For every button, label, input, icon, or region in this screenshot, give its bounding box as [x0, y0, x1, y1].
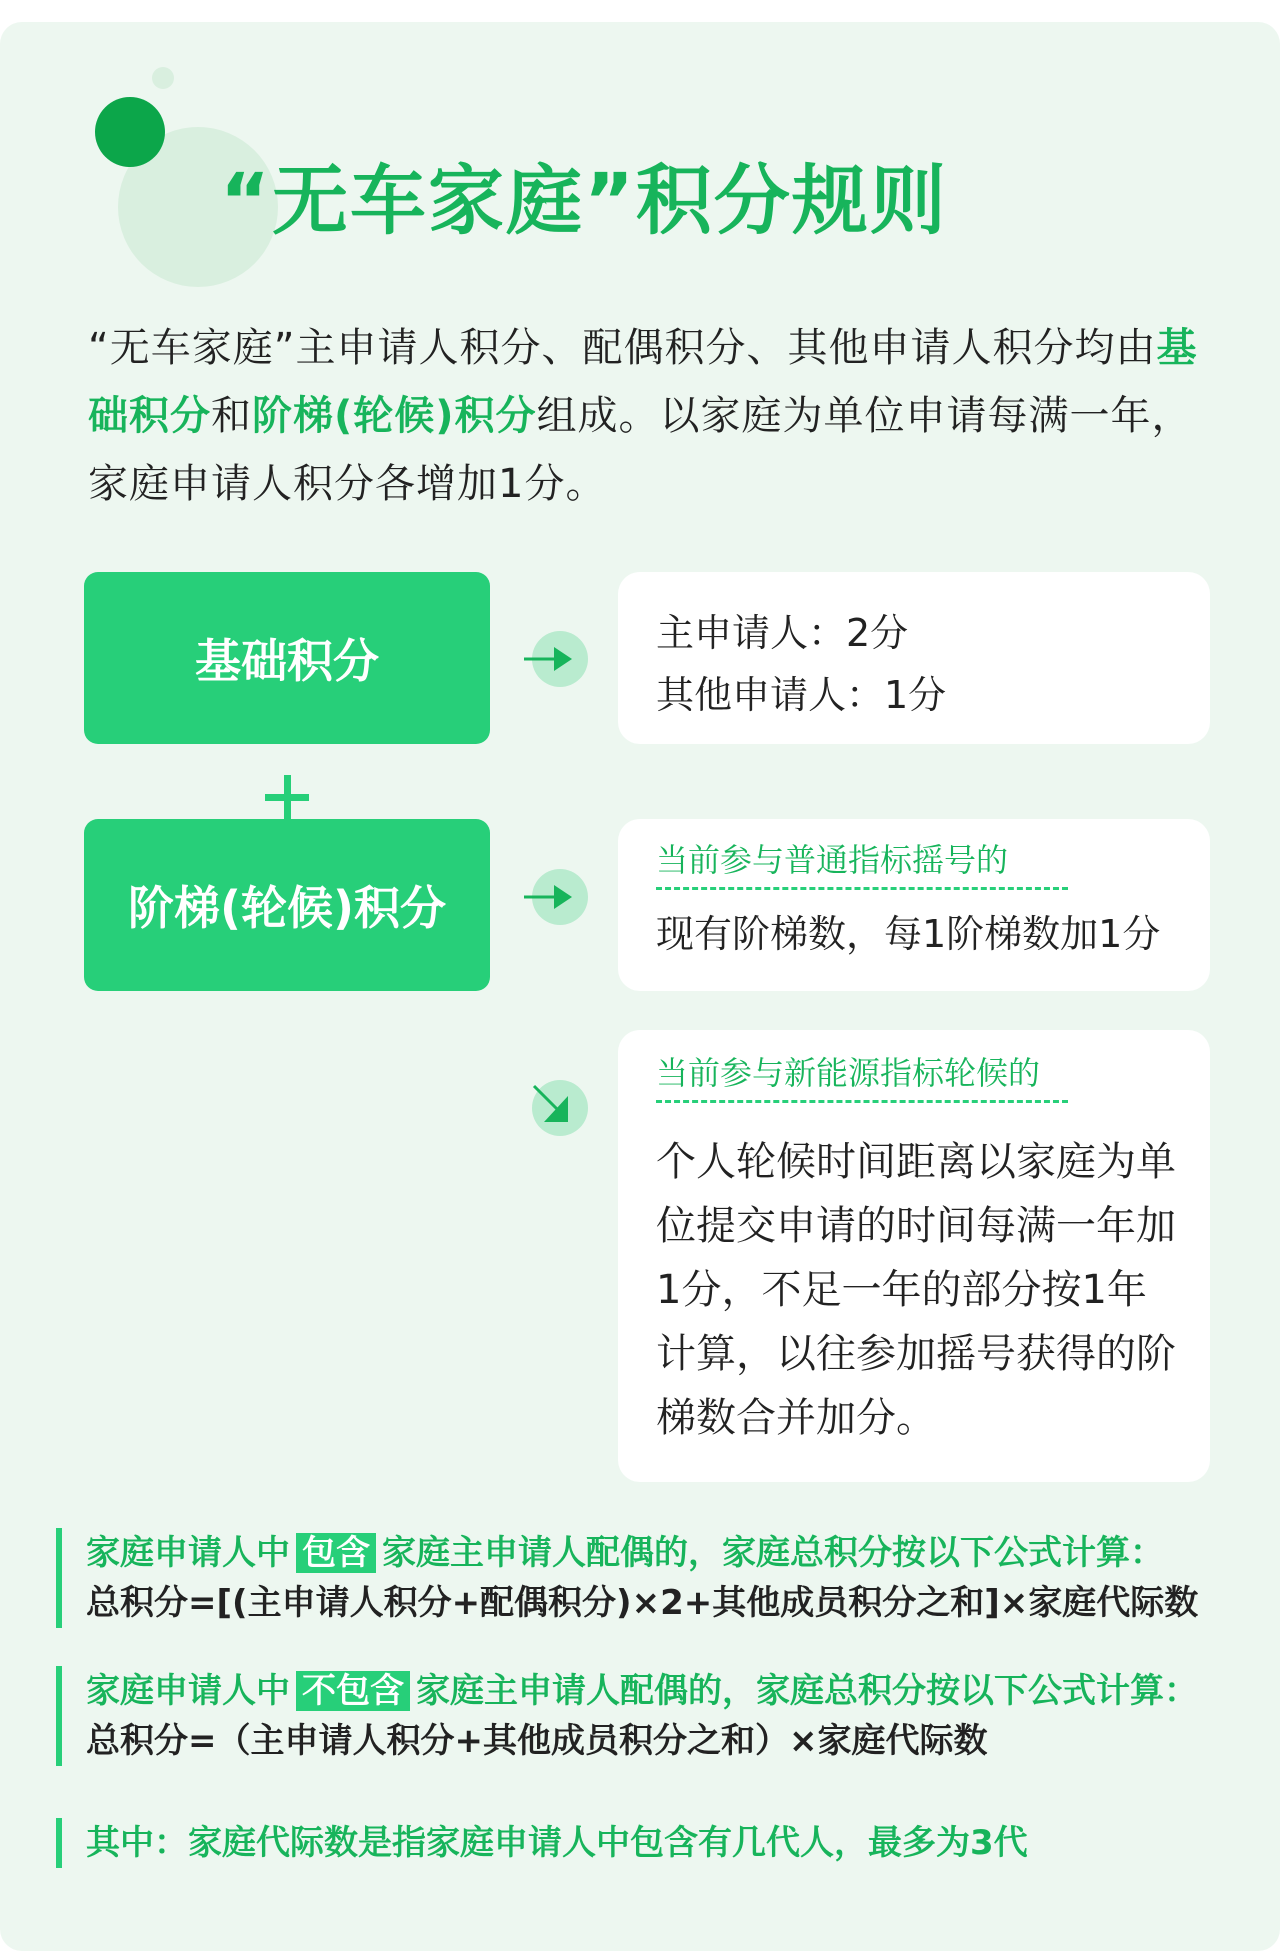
rule-suffix: 家庭主申请人配偶的，家庭总积分按以下公式计算： — [382, 1533, 1164, 1573]
rules-card — [0, 22, 1280, 1951]
new-energy-condition: 当前参与新能源指标轮候的 — [656, 1054, 1041, 1092]
rule-formula: 总积分=（主申请人积分+其他成员积分之和）×家庭代际数 — [86, 1721, 988, 1761]
intro-text-1: “无车家庭”主申请人积分、配偶积分、其他申请人积分均由 — [88, 325, 1157, 371]
rule-tag: 包含 — [296, 1533, 376, 1573]
ordinary-lottery-box — [618, 819, 1210, 991]
ordinary-condition: 当前参与普通指标摇号的 — [656, 841, 1009, 879]
rule-formula: 总积分=[(主申请人积分+配偶积分)×2+其他成员积分之和]×家庭代际数 — [86, 1583, 1199, 1623]
rule-with-spouse — [56, 1528, 1198, 1628]
rule-without-spouse — [56, 1666, 1198, 1766]
intro-text-2: 组成。以家庭为单位申请每满一年，家庭申请人积分各增加1分。 — [88, 393, 1193, 507]
rule-prefix: 家庭申请人中 — [86, 1533, 290, 1573]
intro-base-term: 基础积分 — [88, 325, 1198, 439]
rule-condition — [86, 1528, 1198, 1578]
base-detail-box — [618, 572, 1210, 744]
plus-icon — [262, 772, 312, 822]
arrow-right-icon — [532, 631, 588, 687]
arrow-down-right-icon — [532, 1080, 588, 1136]
page-title: “无车家庭”积分规则 — [220, 156, 948, 245]
rule-prefix: 家庭申请人中 — [86, 1671, 290, 1711]
dashed-divider — [656, 887, 1068, 890]
rule-suffix: 家庭主申请人配偶的，家庭总积分按以下公式计算： — [416, 1671, 1198, 1711]
intro-ladder-term: 阶梯(轮候)积分 — [252, 393, 537, 439]
base-detail-main: 主申请人：2分 — [656, 611, 909, 655]
base-detail-other: 其他申请人：1分 — [656, 673, 947, 717]
rule-tag: 不包含 — [296, 1671, 410, 1711]
arrow-right-icon — [532, 869, 588, 925]
decor-circle-small — [152, 67, 174, 89]
ordinary-detail: 现有阶梯数，每1阶梯数加1分 — [656, 912, 1161, 956]
intro-and: 和 — [211, 393, 252, 439]
new-energy-box — [618, 1030, 1210, 1482]
ladder-points-box: 阶梯(轮候)积分 — [84, 819, 490, 991]
intro-paragraph — [88, 314, 1208, 518]
base-points-box: 基础积分 — [84, 572, 490, 744]
decor-dot — [95, 97, 165, 167]
note-text: 其中：家庭代际数是指家庭申请人中包含有几代人，最多为3代 — [86, 1823, 1028, 1863]
rule-condition — [86, 1666, 1198, 1716]
new-energy-detail: 个人轮候时间距离以家庭为单位提交申请的时间每满一年加1分，不足一年的部分按1年计算，以往参加摇号获得的阶梯数合并加分。 — [656, 1139, 1176, 1441]
dashed-divider — [656, 1100, 1068, 1103]
generation-note — [56, 1818, 1028, 1868]
